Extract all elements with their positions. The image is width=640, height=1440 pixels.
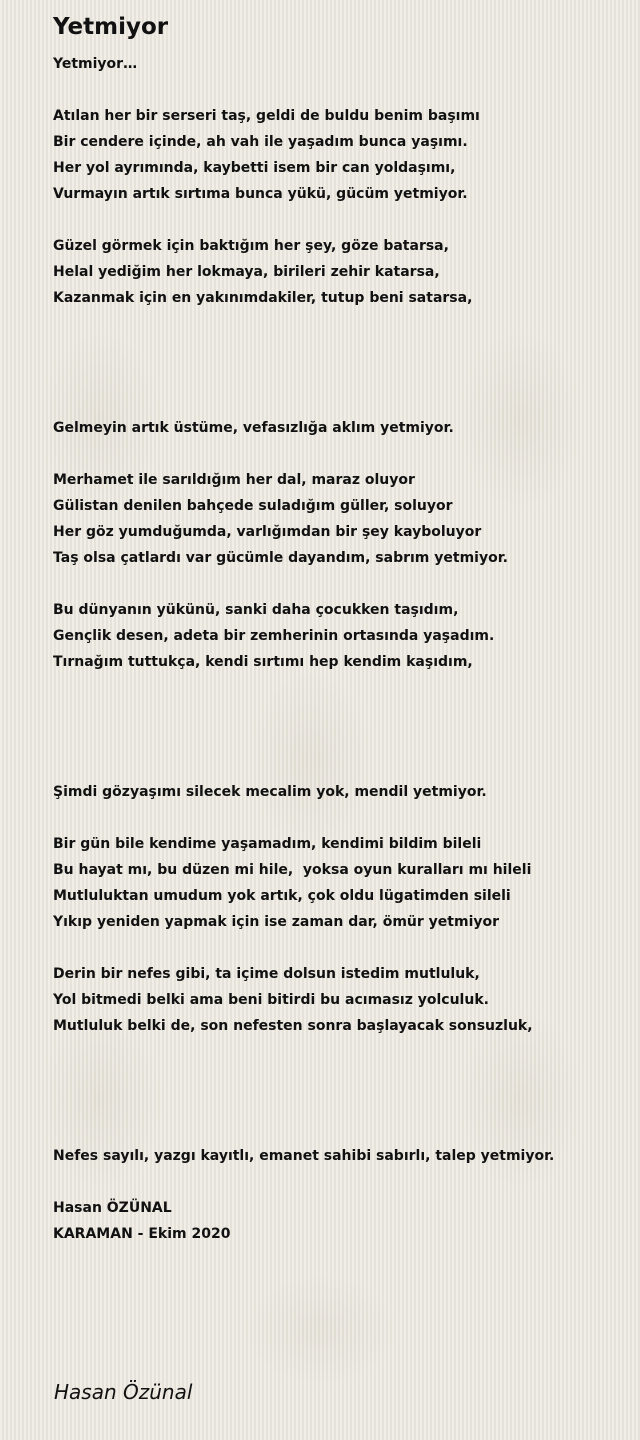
poem-line [53, 1091, 633, 1117]
poem-line [53, 207, 633, 233]
poem-line: Yıkıp yeniden yapmak için ise zaman dar, ömür yetmiyor [53, 914, 500, 930]
poem-line: Güzel görmek için baktığım her şey, göze batarsa, [53, 238, 449, 254]
author-signature: Hasan Özünal [54, 1380, 193, 1404]
poem-line: Bu dünyanın yükünü, sanki daha çocukken taşıdım, [53, 602, 459, 618]
poem-line [53, 1169, 633, 1195]
poem-line [53, 571, 633, 597]
poem-line: Nefes sayılı, yazgı kayıtlı, emanet sahibi sabırlı, talep yetmiyor. [53, 1148, 555, 1164]
poem-line: Gülistan denilen bahçede suladığım güller, soluyor [53, 498, 453, 514]
poem-line [53, 389, 633, 415]
poem-body [53, 51, 633, 1247]
poem-line [53, 1065, 633, 1091]
author-name: Hasan ÖZÜNAL [53, 1200, 172, 1216]
poem-line [53, 441, 633, 467]
poem-line [53, 675, 633, 701]
poem-line: Atılan her bir serseri taş, geldi de buldu benim başımı [53, 108, 480, 124]
poem-line [53, 77, 633, 103]
poem-line: Şimdi gözyaşımı silecek mecalim yok, mendil yetmiyor. [53, 784, 487, 800]
poem-line [53, 311, 633, 337]
poem-line: Derin bir nefes gibi, ta içime dolsun istedim mutluluk, [53, 966, 480, 982]
poem-line: Yetmiyor… [53, 56, 138, 72]
poem-line: Bir cendere içinde, ah vah ile yaşadım bunca yaşımı. [53, 134, 468, 150]
poem-line: Bir gün bile kendime yaşamadım, kendimi bildim bileli [53, 836, 482, 852]
poem-line: Gelmeyin artık üstüme, vefasızlığa aklım yetmiyor. [53, 420, 454, 436]
place-date: KARAMAN - Ekim 2020 [53, 1226, 231, 1242]
poem-line [53, 1039, 633, 1065]
poem-line [53, 805, 633, 831]
poem-line: Mutluluk belki de, son nefesten sonra başlayacak sonsuzluk, [53, 1018, 533, 1034]
poem-line [53, 935, 633, 961]
poem-line [53, 701, 633, 727]
poem-line [53, 337, 633, 363]
poem-line: Tırnağım tuttukça, kendi sırtımı hep kendim kaşıdım, [53, 654, 473, 670]
poem-line: Vurmayın artık sırtıma bunca yükü, gücüm yetmiyor. [53, 186, 468, 202]
poem-line: Helal yediğim her lokmaya, birileri zehir katarsa, [53, 264, 440, 280]
poem-line: Her yol ayrımında, kaybetti isem bir can yoldaşımı, [53, 160, 456, 176]
poem-line: Mutluluktan umudum yok artık, çok oldu lügatimden sileli [53, 888, 511, 904]
poem-line [53, 363, 633, 389]
poem-line [53, 727, 633, 753]
poem-line: Bu hayat mı, bu düzen mi hile, yoksa oyun kuralları mı hileli [53, 862, 532, 878]
poem-line: Her göz yumduğumda, varlığımdan bir şey kayboluyor [53, 524, 482, 540]
poem-line: Merhamet ile sarıldığım her dal, maraz oluyor [53, 472, 415, 488]
poem-line: Taş olsa çatlardı var gücümle dayandım, sabrım yetmiyor. [53, 550, 508, 566]
poem-line [53, 753, 633, 779]
poem-title: Yetmiyor [53, 14, 169, 40]
poem-line: Yol bitmedi belki ama beni bitirdi bu acımasız yolculuk. [53, 992, 489, 1008]
poem-line: Kazanmak için en yakınımdakiler, tutup beni satarsa, [53, 290, 473, 306]
poem-line [53, 1117, 633, 1143]
poem-line: Gençlik desen, adeta bir zemherinin ortasında yaşadım. [53, 628, 495, 644]
